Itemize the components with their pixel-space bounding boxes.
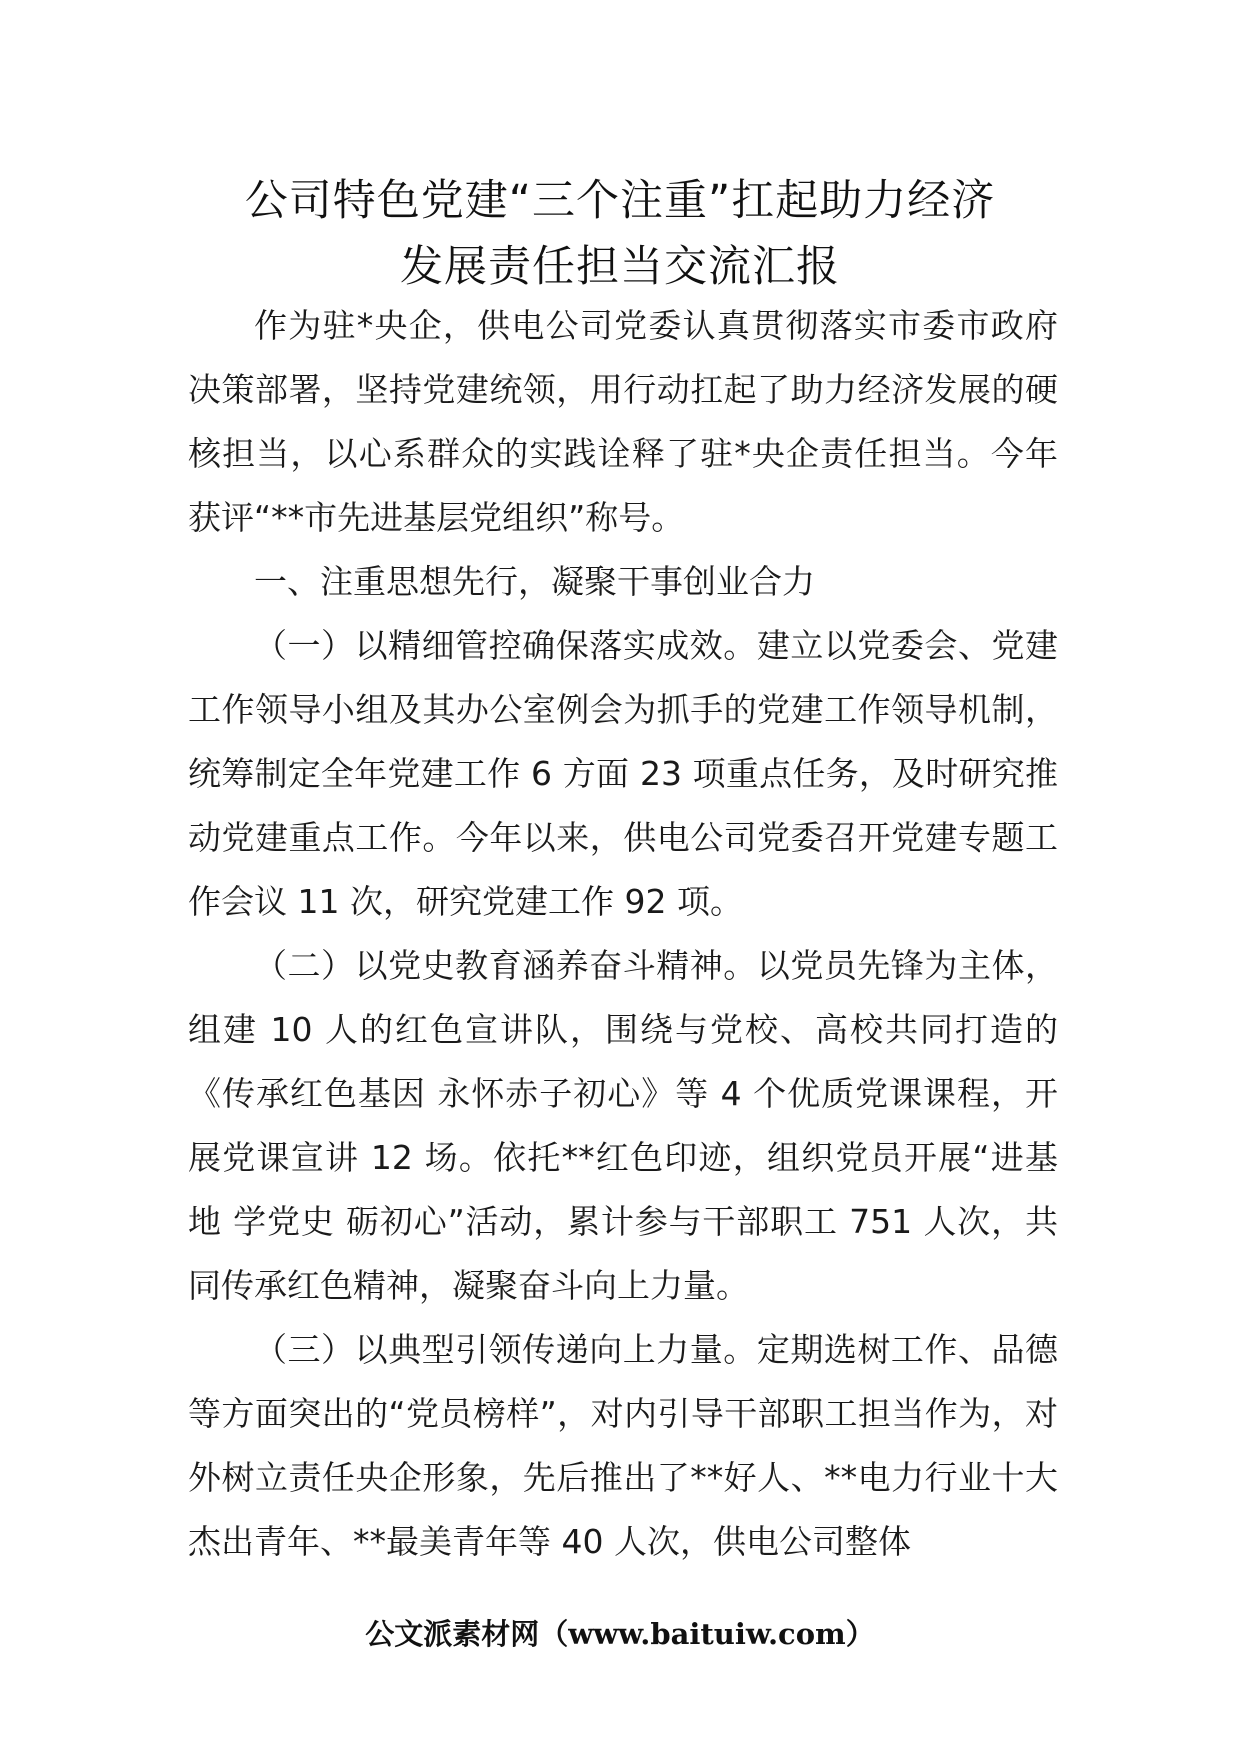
document-title-line-1: 公司特色党建“三个注重”扛起助力经济 bbox=[244, 176, 996, 226]
section-heading-1: 一、注重思想先行，凝聚干事创业合力 bbox=[254, 562, 815, 601]
footer-watermark: 公文派素材网（www.baituiw.com） bbox=[365, 1617, 875, 1651]
document-title bbox=[150, 168, 1090, 300]
subsection-paragraph-2: （二）以党史教育涵养奋斗精神。以党员先锋为主体，组建 10 人的红色宣讲队，围绕与党校、高校共同打造的《传承红色基因 永怀赤子初心》等 4 个优质党课课程，开展党课宣讲 12 场。依托**红色印迹，组织党员开展“进基地 学党史 砺初心”活动，累计参与干部职工 751 人次，共同传承红色精神，凝聚奋斗向上力量。 bbox=[188, 946, 1058, 1305]
subsection-paragraph-3: （三）以典型引领传递向上力量。定期选树工作、品德等方面突出的“党员榜样”，对内引导干部职工担当作为，对外树立责任央企形象，先后推出了**好人、**电力行业十大杰出青年、**最美青年等 40 人次，供电公司整体 bbox=[188, 1330, 1058, 1561]
subsection-paragraph-1: （一）以精细管控确保落实成效。建立以党委会、党建工作领导小组及其办公室例会为抓手的党建工作领导机制，统筹制定全年党建工作 6 方面 23 项重点任务，及时研究推动党建重点工作。今年以来，供电公司党委召开党建专题工作会议 11 次，研究党建工作 92 项。 bbox=[188, 626, 1058, 921]
document-body bbox=[188, 294, 1058, 1574]
document-title-line-2: 发展责任担当交流汇报 bbox=[400, 242, 840, 292]
intro-paragraph: 作为驻*央企，供电公司党委认真贯彻落实市委市政府决策部署，坚持党建统领，用行动扛起了助力经济发展的硬核担当，以心系群众的实践诠释了驻*央企责任担当。今年获评“**市先进基层党组织”称号。 bbox=[188, 306, 1058, 537]
